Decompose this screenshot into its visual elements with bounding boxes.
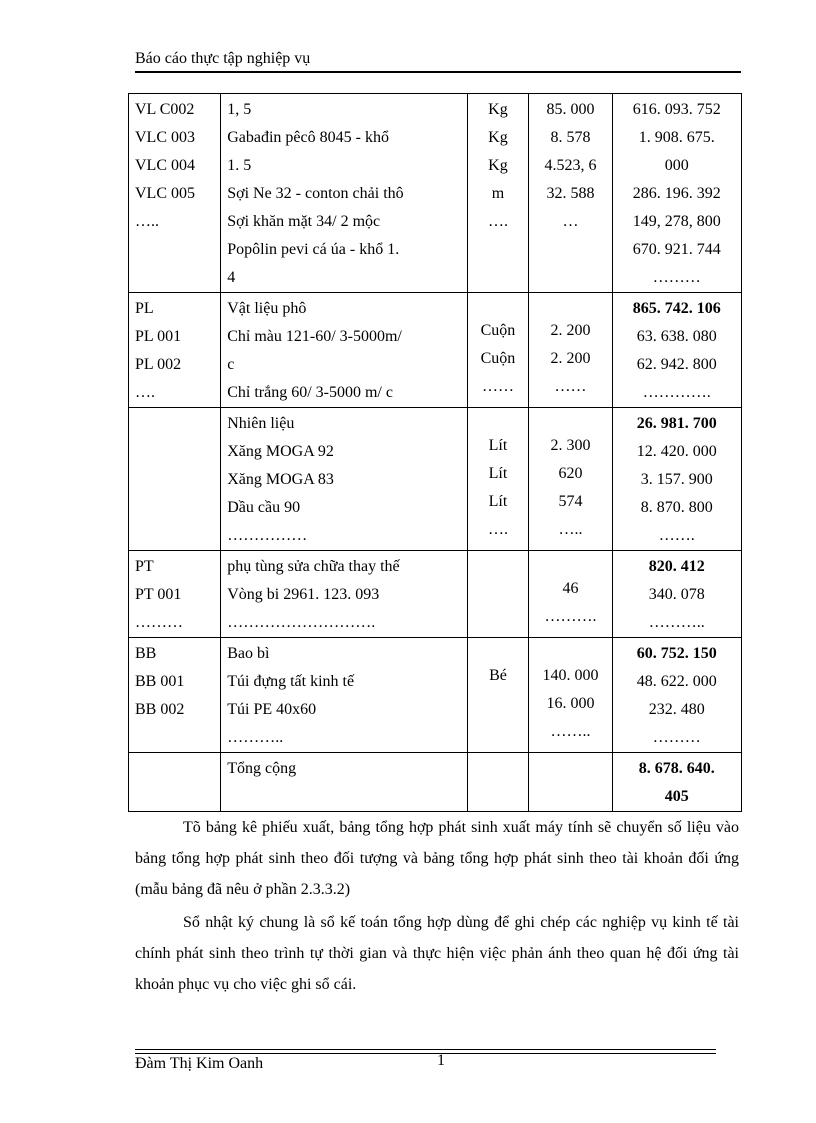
- page-header-title: Báo cáo thực tập nghiệp vụ: [135, 50, 311, 67]
- qty-cell: 2. 200 2. 200 ……: [529, 293, 612, 408]
- table-row: [129, 408, 742, 551]
- unit-cell: [467, 551, 529, 638]
- name-cell: Bao bì Túi đựng tất kinh tế Túi PE 40x60 ………..: [221, 638, 467, 753]
- unit-cell: Cuộn Cuộn ……: [467, 293, 529, 408]
- unit-cell: Lít Lít Lít ….: [467, 408, 529, 551]
- amount-cell: 60. 752. 150 48. 622. 000 232. 480 ………: [612, 638, 741, 753]
- unit-cell: [467, 753, 529, 812]
- code-cell: BB BB 001 BB 002: [129, 638, 221, 753]
- code-cell: [129, 753, 221, 812]
- qty-cell: [529, 753, 612, 812]
- table-row: [129, 94, 742, 293]
- name-cell: Vật liệu phô Chỉ màu 121-60/ 3-5000m/ c Chỉ trắng 60/ 3-5000 m/ c: [221, 293, 467, 408]
- name-cell: Nhiên liệu Xăng MOGA 92 Xăng MOGA 83 Dầu cầu 90 ……………: [221, 408, 467, 551]
- table-row: [129, 638, 742, 753]
- table-row: [129, 293, 742, 408]
- table-total-row: [129, 753, 742, 812]
- code-cell: VL C002 VLC 003 VLC 004 VLC 005 …..: [129, 94, 221, 293]
- paragraph-1: Tõ bảng kê phiếu xuất, bảng tổng hợp phát sinh xuất máy tính sẽ chuyển số liệu vào bảng tổng hợp phát sinh theo đối tượng và bảng tổng hợp phát sinh theo tài khoản đối ứng (mẫu bảng đã nêu ở phần 2.3.3.2): [135, 819, 739, 898]
- amount-cell: 616. 093. 752 1. 908. 675. 000 286. 196. 392 149, 278, 800 670. 921. 744 ………: [612, 94, 741, 293]
- table-row: [129, 551, 742, 638]
- page-number: 1: [437, 1052, 445, 1069]
- header-rule: [135, 71, 741, 73]
- amount-cell: 865. 742. 106 63. 638. 080 62. 942. 800 ………….: [612, 293, 741, 408]
- footer-author: Đàm Thị Kim Oanh: [135, 1055, 264, 1072]
- code-cell: PL PL 001 PL 002 ….: [129, 293, 221, 408]
- name-cell: phụ tùng sửa chữa thay thế Vòng bi 2961. 123. 093 ……………………….: [221, 551, 467, 638]
- paragraph-2: Sổ nhật ký chung là sổ kế toán tổng hợp dùng để ghi chép các nghiệp vụ kinh tế tài chính phát sinh theo trình tự thời gian và thực hiện việc phản ánh theo quan hệ đối ứng tài khoản phục vụ cho việc ghi sổ cái.: [135, 914, 739, 993]
- unit-cell: Kg Kg Kg m ….: [467, 94, 529, 293]
- footer-rule: [135, 1053, 716, 1054]
- code-cell: PT PT 001 ………: [129, 551, 221, 638]
- qty-cell: 85. 000 8. 578 4.523, 6 32. 588 …: [529, 94, 612, 293]
- unit-cell: Bé: [467, 638, 529, 753]
- qty-cell: 2. 300 620 574 …..: [529, 408, 612, 551]
- grand-total-cell: 8. 678. 640. 405: [612, 753, 741, 812]
- amount-cell: 26. 981. 700 12. 420. 000 3. 157. 900 8. 870. 800 …….: [612, 408, 741, 551]
- qty-cell: 46 ……….: [529, 551, 612, 638]
- amount-cell: 820. 412 340. 078 ………..: [612, 551, 741, 638]
- footer-rule: [135, 1049, 716, 1050]
- qty-cell: 140. 000 16. 000 ……..: [529, 638, 612, 753]
- materials-table: [128, 93, 742, 812]
- code-cell: [129, 408, 221, 551]
- name-cell: 1, 5 Gabađin pêcô 8045 - khổ 1. 5 Sợi Ne 32 - conton chải thô Sợi khăn mặt 34/ 2 mộc Popôlin pevi cá úa - khổ 1. 4: [221, 94, 467, 293]
- name-cell: Tổng cộng: [221, 753, 467, 812]
